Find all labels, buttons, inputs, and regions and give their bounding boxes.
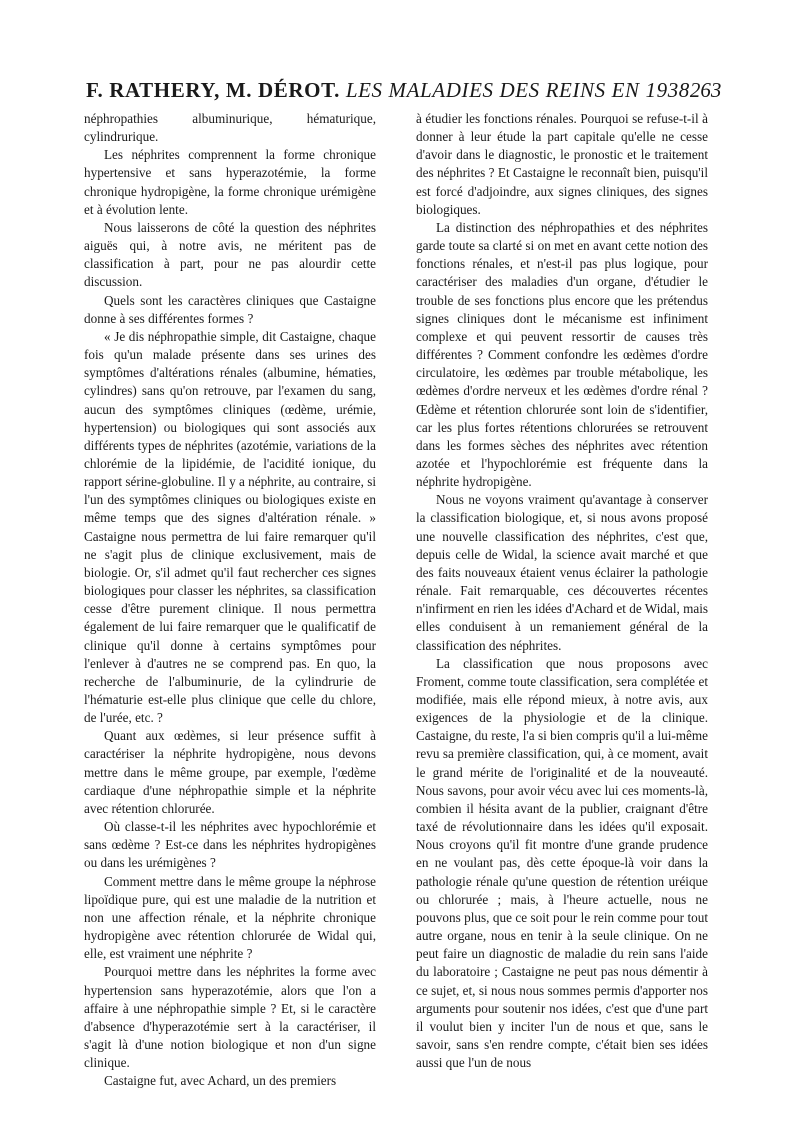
paragraph: Castaigne fut, avec Achard, un des premiers (104, 1073, 337, 1089)
paragraph: à étudier les fonctions rénales. Pourquoi se refuse-t-il à donner à leur étude la part capitale qu'elle ne cesse d'avoir dans le diagnostic, le pronostic et le traitement des néphrites ? Et Castaigne le reconnaît bien, puisqu'il est forcé d'adjoindre, aux signes cliniques, des signes biologiques. (416, 111, 708, 217)
header-title: LES MALADIES DES REINS EN 1938 (345, 78, 690, 102)
paragraph: Nous ne voyons vraiment qu'avantage à conserver la classification biologique, et, si nous avons proposé une nouvelle classification des néphrites, c'est que, depuis celle de Widal, la science avait marché et que des faits nouveaux étaient venus éclairer la pathologie rénale. Fait remarquable, ces découvertes récentes n'infirment en rien les idées d'Achard et de Widal, mais elles conduisent à un remaniement général de la classification des néphrites. (416, 492, 708, 653)
header-left (86, 78, 690, 103)
paragraph: Pourquoi mettre dans les néphrites la forme avec hypertension sans hyperazotémie, alors que l'on a affaire à une néphropathie simple ? Et, si le caractère d'absence d'hyperazotémie sert à la caractériser, il s'agit là d'une notion biologique et non d'un signe clinique. (84, 964, 376, 1071)
paragraph: Nous laisserons de côté la question des néphrites aiguës qui, à notre avis, ne méritent pas de classification à part, pour ne pas alourdir cette discussion. (84, 219, 376, 290)
paragraph: Les néphrites comprennent la forme chronique hypertensive et sans hyperazotémie, la forme chronique hydropigène, la forme chronique urémigène et à évolution lente. (84, 147, 376, 217)
paragraph: Comment mettre dans le même groupe la néphrose lipoïdique pure, qui est une maladie de la nutrition et non une affection rénale, et la néphrite chronique hydropigène avec rétention chlorurée de Widal qui, elle, est vraiment une néphrite ? (84, 873, 376, 962)
running-header (86, 78, 722, 108)
paragraph: « Je dis néphropathie simple, dit Castaigne, chaque fois qu'un malade présente dans ses urines des symptômes d'altérations rénales (albumine, hématies, cylindres) sans qu'on retrouve, par l'examen du sang, aucun des symptômes cliniques (œdème, urémie, hypertension) ou biologiques qui sont associés aux différents types de néphrites (azotémie, variations de la chlorémie de la lipidémie, de l'acidité ionique, du rapport sérine-globuline. Il y a néphrite, au contraire, si l'un des symptômes cliniques ou biologiques existe en même temps que des signes d'altération rénale. » Castaigne nous permettra de lui faire remarquer qu'il ne s'agit plus de clinique exclusivement, mais de biologie. Or, s'il admet qu'il faut rechercher ces signes biologiques pour classer les néphrites, sa classification cesse d'être purement clinique. Il nous permettra également de lui faire remarquer que le qualificatif de clinique qu'il donne à certains symptômes pour l'enlever à d'autres ne se comprend pas. En quo, la recherche de l'albuminurie, de la cylindrurie de l'hématurie est-elle plus clinique que celle du chlore, de l'urée, etc. ? (84, 328, 376, 726)
paragraph: La classification que nous proposons avec Froment, comme toute classification, sera complétée et modifiée, mais elle répond mieux, à notre avis, aux exigences de la physiologie et de la clinique. Castaigne, du reste, l'a si bien compris qu'il a lui-même revu sa première classification, qui, à ce moment, avait le grand mérite de l'originalité et de la nouveauté. Nous savons, pour avoir vécu avec lui ces moments-là, combien il hésita avant de la publier, craignant d'être taxé de révolutionnaire dans les idées qu'il exposait. Nous croyons qu'il fit montre d'une grande prudence en ne voulant pas, dès cette époque-là voir dans la pathologie rénale qu'une question de rétention uréique ou chlorurée ; mais, à l'heure actuelle, nous ne pouvons plus, que ce soit pour le rein comme pour tout autre organe, nous en tenir à la seule clinique. On ne peut faire un diagnostic de maladie du rein sans l'aide du laboratoire ; Castaigne ne peut pas nous démentir à ce sujet, et, si nous nous sommes permis d'apporter nos arguments pour soutenir nos idées, c'est que d'une part il voulut bien y inciter l'un de nous et que, sans le savoir, sans s'en rendre compte, c'était bien ses idées aussi que l'un de nous (416, 655, 708, 1071)
page-number: 263 (689, 78, 722, 102)
paragraph: La distinction des néphropathies et des néphrites garde toute sa clarté si on met en avant cette notion des fonctions rénales, et n'est-il pas plus logique, pour caractériser des maladies d'un organe, d'étudier le trouble de ses fonctions plus encore que les prétendus signes cliniques dont le mécanisme est infiniment complexe et qui peuvent ressortir de causes très différentes ? Comment confondre les œdèmes d'ordre circulatoire, les œdèmes par trouble métabolique, les œdèmes d'ordre nerveux et les œdèmes d'ordre rénal ? Œdème et rétention chlorurée sont loin de s'identifier, car les plus fortes rétentions chlorurées se retrouvent dans les formes sèches des néphrites avec rétention azotée et l'hypochlorémie est fréquente dans la néphrite hydropigène. (416, 219, 708, 490)
text-column-right (416, 110, 708, 1072)
paragraph: Quels sont les caractères cliniques que Castaigne donne à ses différentes formes ? (84, 292, 376, 326)
text-column-left (84, 110, 376, 1090)
header-authors: F. RATHERY, M. DÉROT. (86, 78, 340, 102)
paragraph: Quant aux œdèmes, si leur présence suffit à caractériser la néphrite hydropigène, nous devons mettre dans le même groupe, par exemple, l'œdème cardiaque d'une néphropathie simple et la néphrite avec rétention chlorurée. (84, 728, 376, 816)
paragraph: Où classe-t-il les néphrites avec hypochlorémie et sans œdème ? Est-ce dans les néphrites hydropigènes ou dans les urémigènes ? (84, 819, 376, 871)
paragraph: néphropathies albuminurique, hématurique, cylindrurique. (84, 111, 376, 145)
